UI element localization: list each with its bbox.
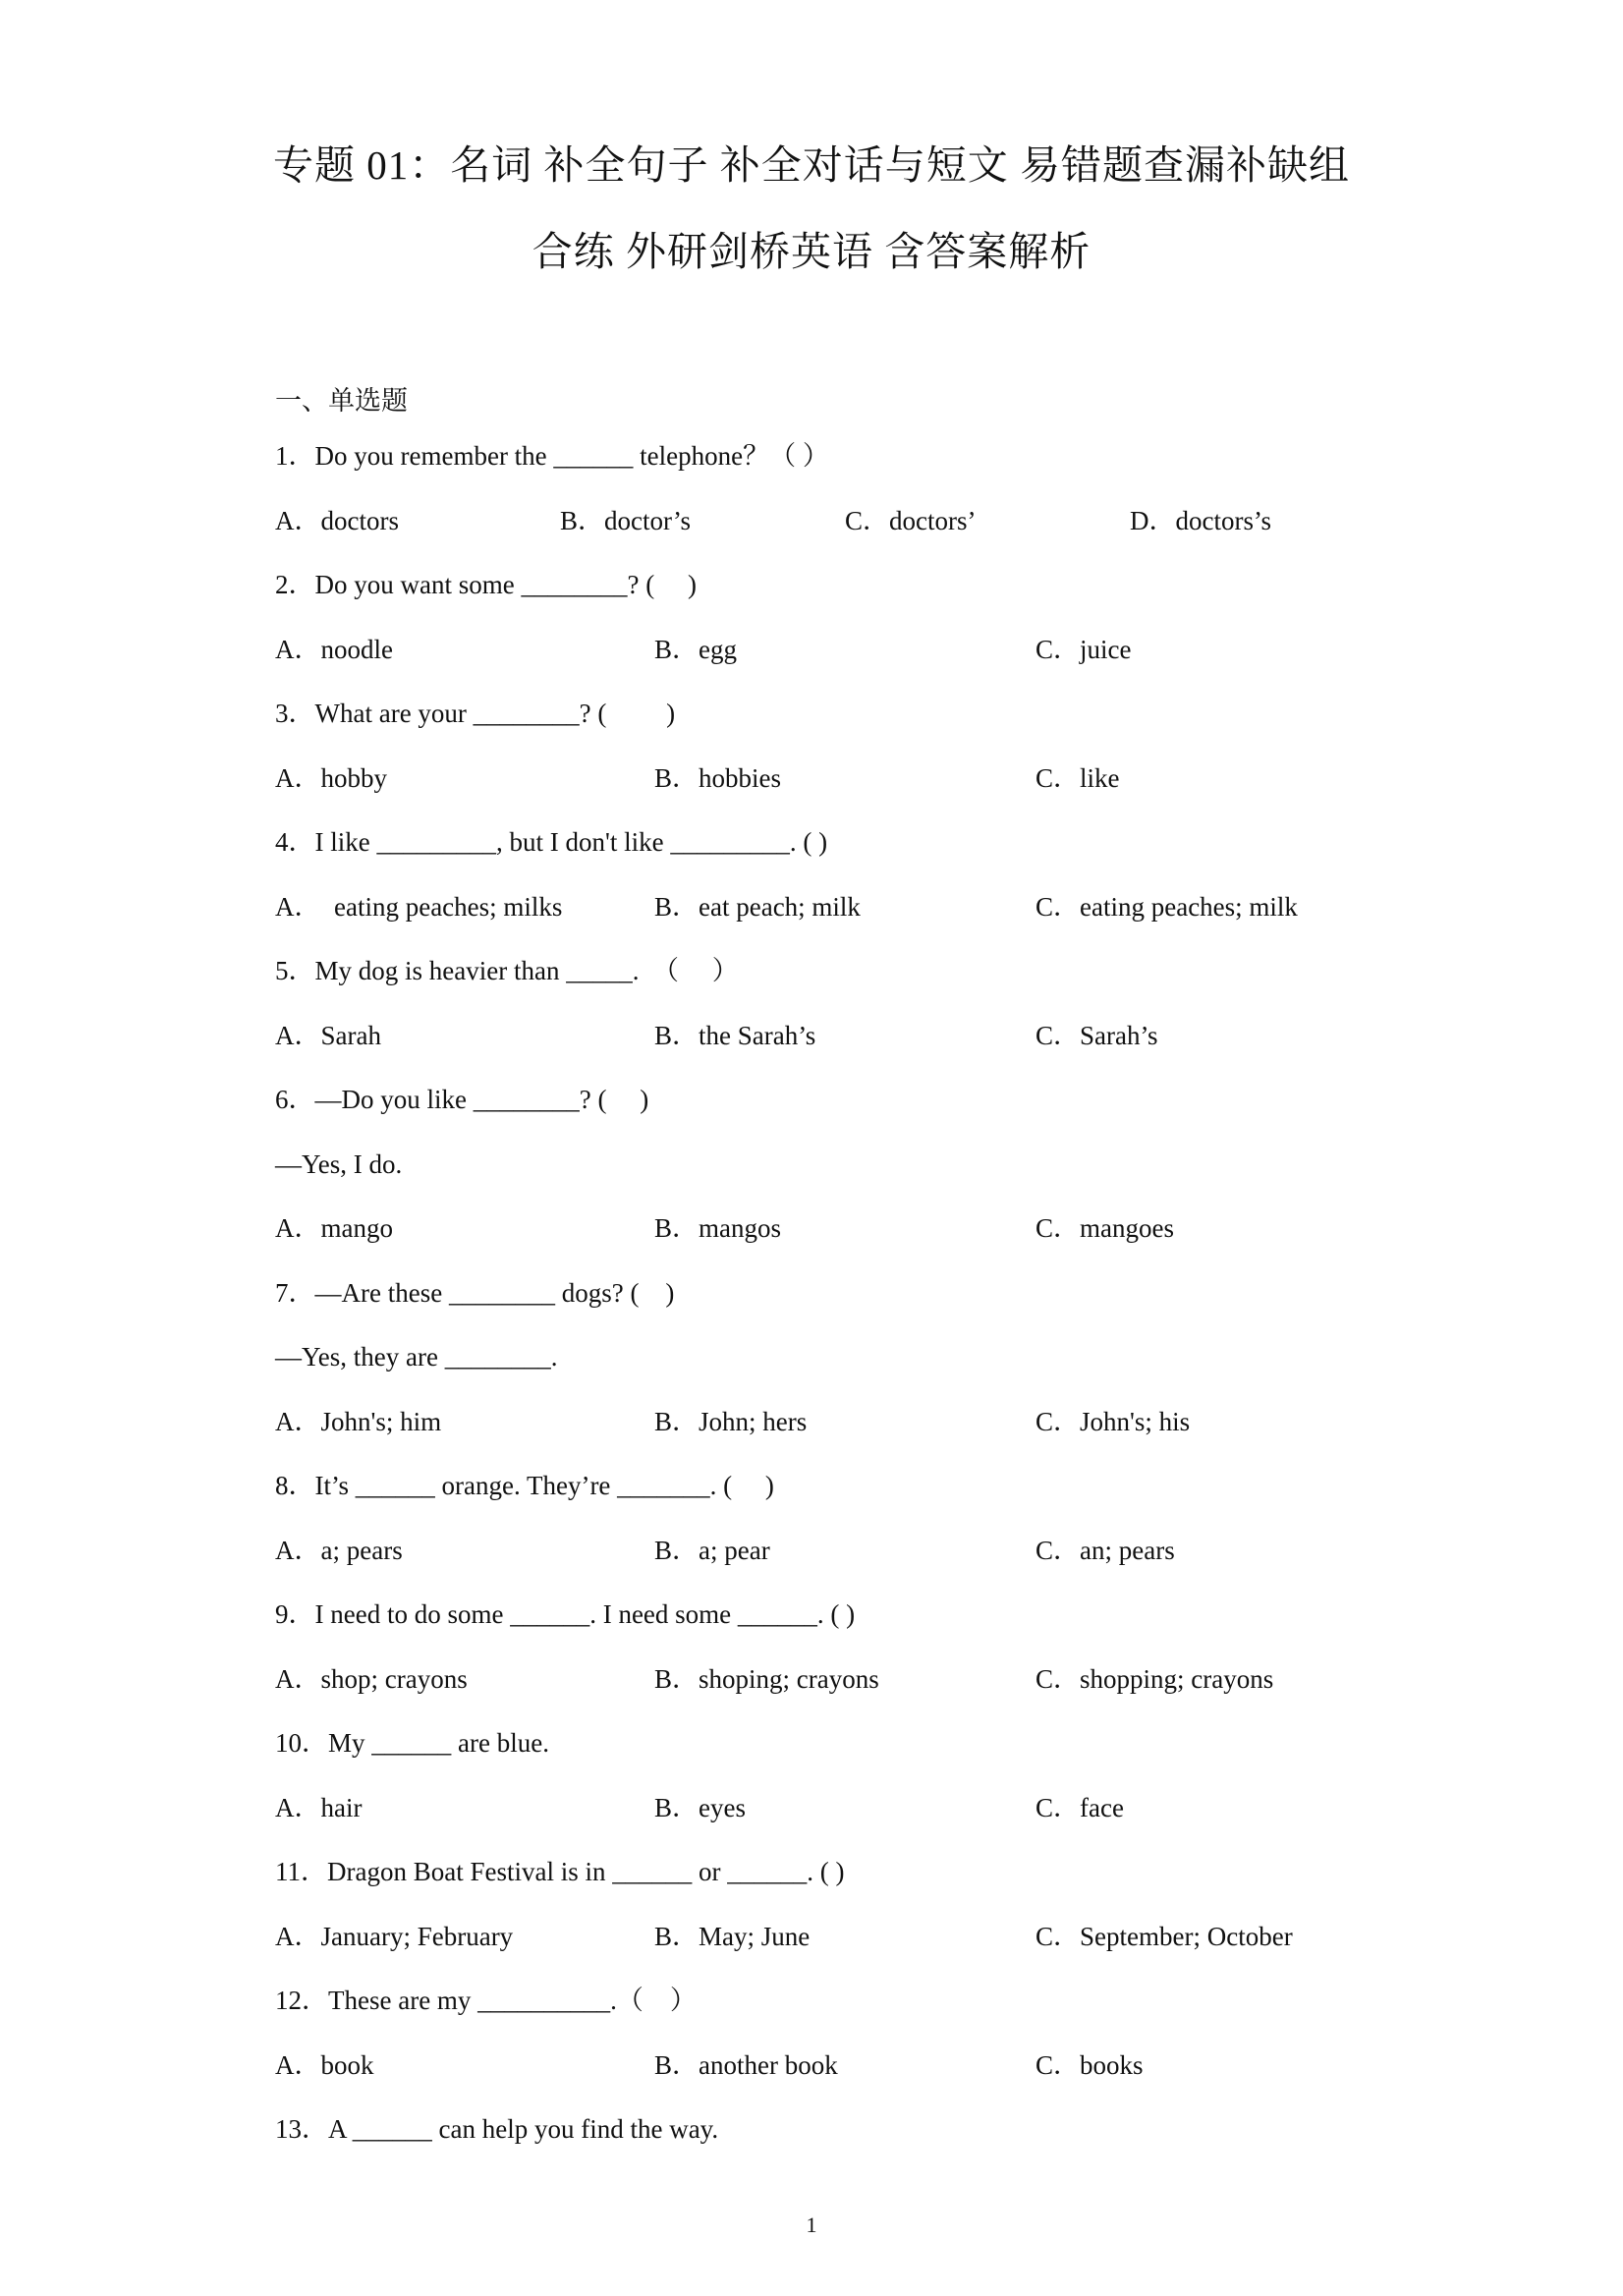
answer-option[interactable]: C．Sarah’s: [1035, 1020, 1158, 1050]
page-number: 1: [806, 2212, 817, 2237]
answer-option[interactable]: C．shopping; crayons: [1035, 1663, 1274, 1694]
answer-option[interactable]: C．an; pears: [1035, 1535, 1175, 1565]
answer-option[interactable]: C．mangoes: [1035, 1213, 1174, 1243]
answer-option[interactable]: B．shoping; crayons: [654, 1663, 879, 1694]
answer-option[interactable]: D．doctors’s: [1130, 505, 1271, 535]
answer-option[interactable]: B．another book: [654, 2049, 838, 2080]
answer-option[interactable]: C．like: [1035, 762, 1120, 793]
question-stem: 2．Do you want some ________? ( ): [275, 570, 697, 599]
answer-option[interactable]: A．a; pears: [275, 1535, 403, 1565]
answer-option[interactable]: B．eyes: [654, 1792, 746, 1822]
answer-option[interactable]: A．January; February: [275, 1921, 514, 1951]
question-stem: 4．I like _________, but I don't like _________. ( ): [275, 827, 828, 857]
answer-option[interactable]: A．noodle: [275, 634, 393, 664]
answer-option[interactable]: C．eating peaches; milk: [1035, 891, 1298, 922]
question-stem: 3．What are your ________? ( ): [275, 699, 676, 728]
answer-option[interactable]: A．John's; him: [275, 1406, 442, 1436]
answer-option[interactable]: A．Sarah: [275, 1020, 381, 1050]
question-stem: 8．It’s ______ orange. They’re _______. ( ): [275, 1471, 774, 1500]
question-stem: 10．My ______ are blue.: [275, 1728, 549, 1758]
answer-option[interactable]: A．doctors: [275, 505, 399, 535]
doc-title-line-2: 合练 外研剑桥英语 含答案解析: [532, 229, 1091, 274]
answer-option[interactable]: B．the Sarah’s: [654, 1020, 816, 1050]
answer-option[interactable]: B．egg: [654, 634, 737, 664]
question-stem: 7．—Are these ________ dogs? ( ): [275, 1277, 675, 1308]
question-stem: 6．—Do you like ________? ( ): [275, 1085, 649, 1114]
answer-option[interactable]: A． eating peaches; milks: [275, 891, 563, 922]
answer-option[interactable]: B．a; pear: [654, 1535, 770, 1565]
question-stem: 1．Do you remember the ______ telephone？（ ）: [275, 441, 829, 471]
answer-option[interactable]: B．John; hers: [654, 1406, 808, 1436]
question-stem: 9．I need to do some ______. I need some ______. ( ): [275, 1599, 856, 1629]
answer-option[interactable]: A．book: [275, 2049, 374, 2080]
answer-option[interactable]: A．mango: [275, 1213, 393, 1243]
question-stem: 12．These are my __________.（ ）: [275, 1986, 697, 2015]
answer-option[interactable]: B．hobbies: [654, 762, 782, 793]
answer-option[interactable]: B．doctor’s: [560, 505, 691, 535]
answer-option[interactable]: C．books: [1035, 2049, 1144, 2080]
question-reply-line: —Yes, I do.: [275, 1148, 403, 1179]
answer-option[interactable]: C．face: [1035, 1792, 1124, 1822]
question-stem: 13．A ______ can help you find the way.: [275, 2114, 719, 2144]
answer-option[interactable]: A．hobby: [275, 762, 387, 793]
answer-option[interactable]: B．eat peach; milk: [654, 891, 861, 922]
question-stem: 5．My dog is heavier than _____. （ ）: [275, 956, 739, 985]
question-reply-line: —Yes, they are ________.: [275, 1342, 558, 1372]
question-stem: 11．Dragon Boat Festival is in ______ or ______. ( ): [275, 1857, 845, 1886]
answer-option[interactable]: C．juice: [1035, 634, 1132, 664]
answer-option[interactable]: A．shop; crayons: [275, 1663, 468, 1694]
doc-title-line-1: 专题 01：名词 补全句子 补全对话与短文 易错题查漏补缺组: [273, 142, 1350, 188]
answer-option[interactable]: C．doctors’: [845, 505, 977, 535]
answer-option[interactable]: C．September; October: [1035, 1921, 1293, 1951]
answer-option[interactable]: A．hair: [275, 1792, 363, 1822]
answer-option[interactable]: B．mangos: [654, 1213, 782, 1243]
section-heading: 一、单选题: [275, 386, 408, 416]
answer-option[interactable]: B．May; June: [654, 1921, 811, 1951]
answer-option[interactable]: C．John's; his: [1035, 1406, 1191, 1436]
